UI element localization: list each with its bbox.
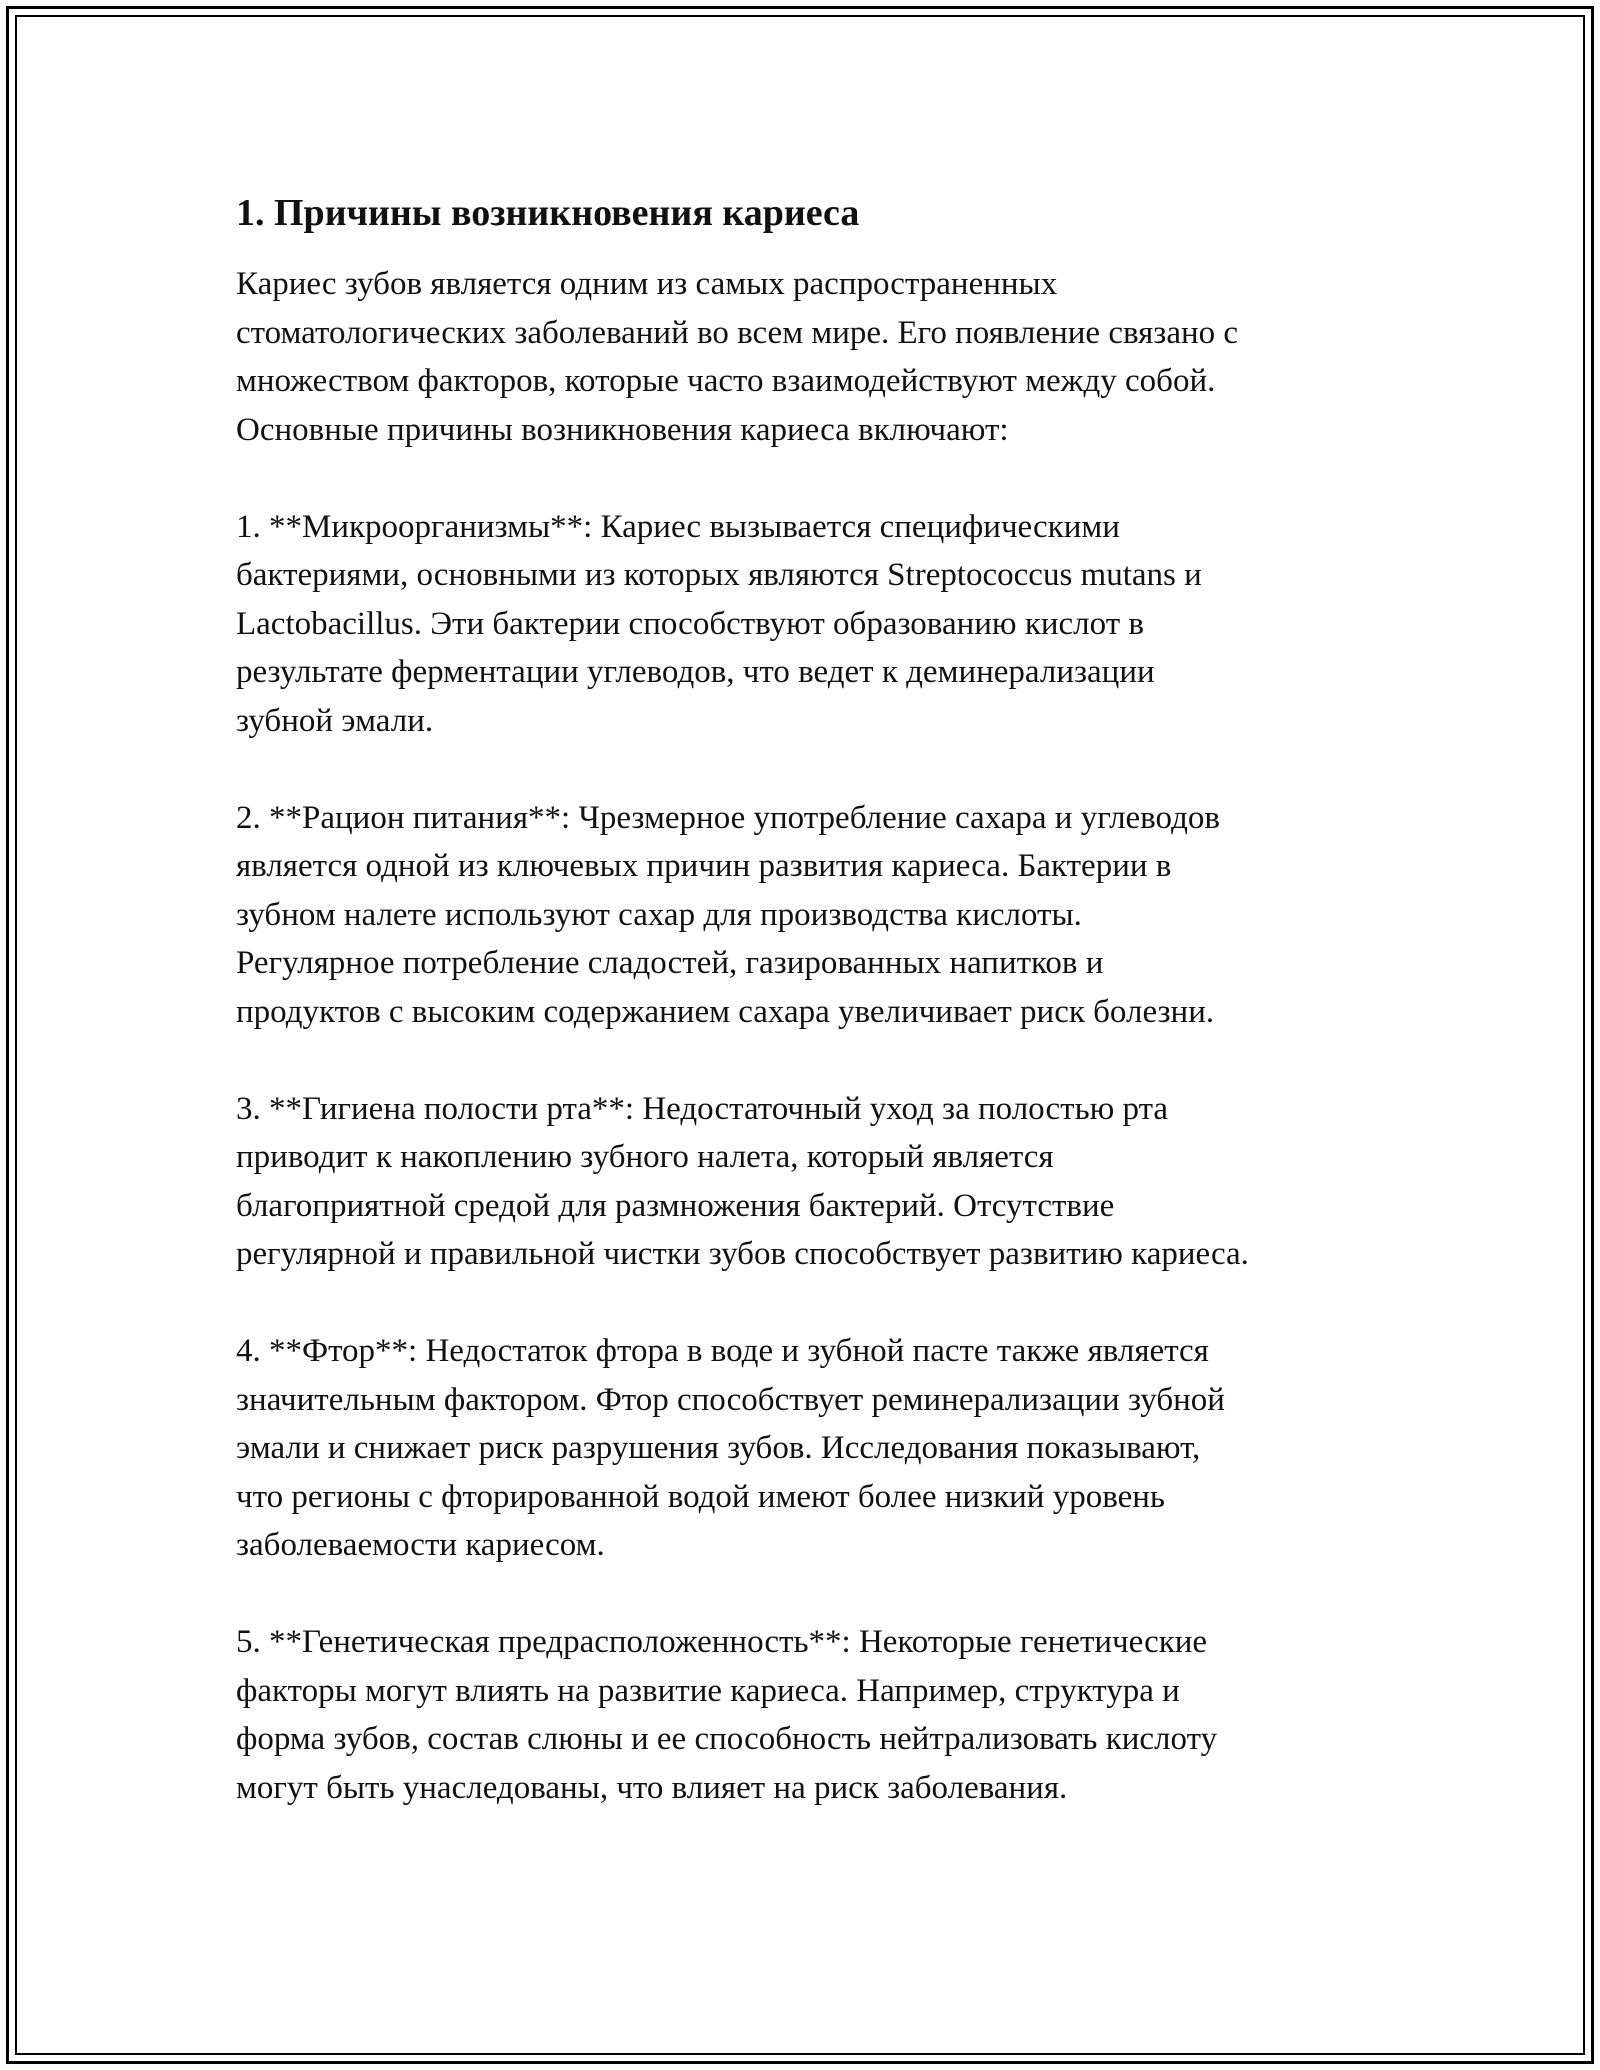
cause-genetics-paragraph: 5. **Генетическая предрасположенность**: Некоторые генетические факторы могут влиять на развитие кариеса. Например, структура и форма зубов, состав слюны и ее способность нейтрализовать кислоту могут быть унаследованы, что влияет на риск заболевания. [236, 1624, 1218, 1806]
cause-diet-paragraph: 2. **Рацион питания**: Чрезмерное употребление сахара и углеводов является одной из ключевых причин развития кариеса. Бактерии в зубном налете используют сахар для производства кислоты. Регулярное потребление сладостей, газированных напитков и продуктов с высоким содержанием сахара увеличивает риск болезни. [236, 799, 1220, 1030]
section-heading: 1. Причины возникновения кариеса [236, 192, 860, 234]
document-body [236, 186, 1396, 1861]
cause-fluoride-paragraph: 4. **Фтор**: Недостаток фтора в воде и зубной пасте также является значительным фактором. Фтор способствует реминерализации зубной эмали и снижает риск разрушения зубов. Исследования показывают, что регионы с фторированной водой имеют более низкий уровень заболеваемости кариесом. [236, 1333, 1225, 1563]
cause-hygiene-paragraph: 3. **Гигиена полости рта**: Недостаточный уход за полостью рта приводит к накоплению зубного налета, который является благоприятной средой для размножения бактерий. Отсутствие регулярной и правильной чистки зубов способствует развитию кариеса. [236, 1090, 1249, 1272]
intro-paragraph: Кариес зубов является одним из самых распространенных стоматологических заболеваний во всем мире. Его появление связано с множеством факторов, которые часто взаимодействуют между собой. Основные причины возникновения кариеса включают: [236, 266, 1239, 448]
cause-microorganisms-paragraph: 1. **Микроорганизмы**: Кариес вызывается специфическими бактериями, основными из которых являются Streptococcus mutans и Lactobacillus. Эти бактерии способствуют образованию кислот в результате ферментации углеводов, что ведет к деминерализации зубной эмали. [236, 508, 1202, 739]
